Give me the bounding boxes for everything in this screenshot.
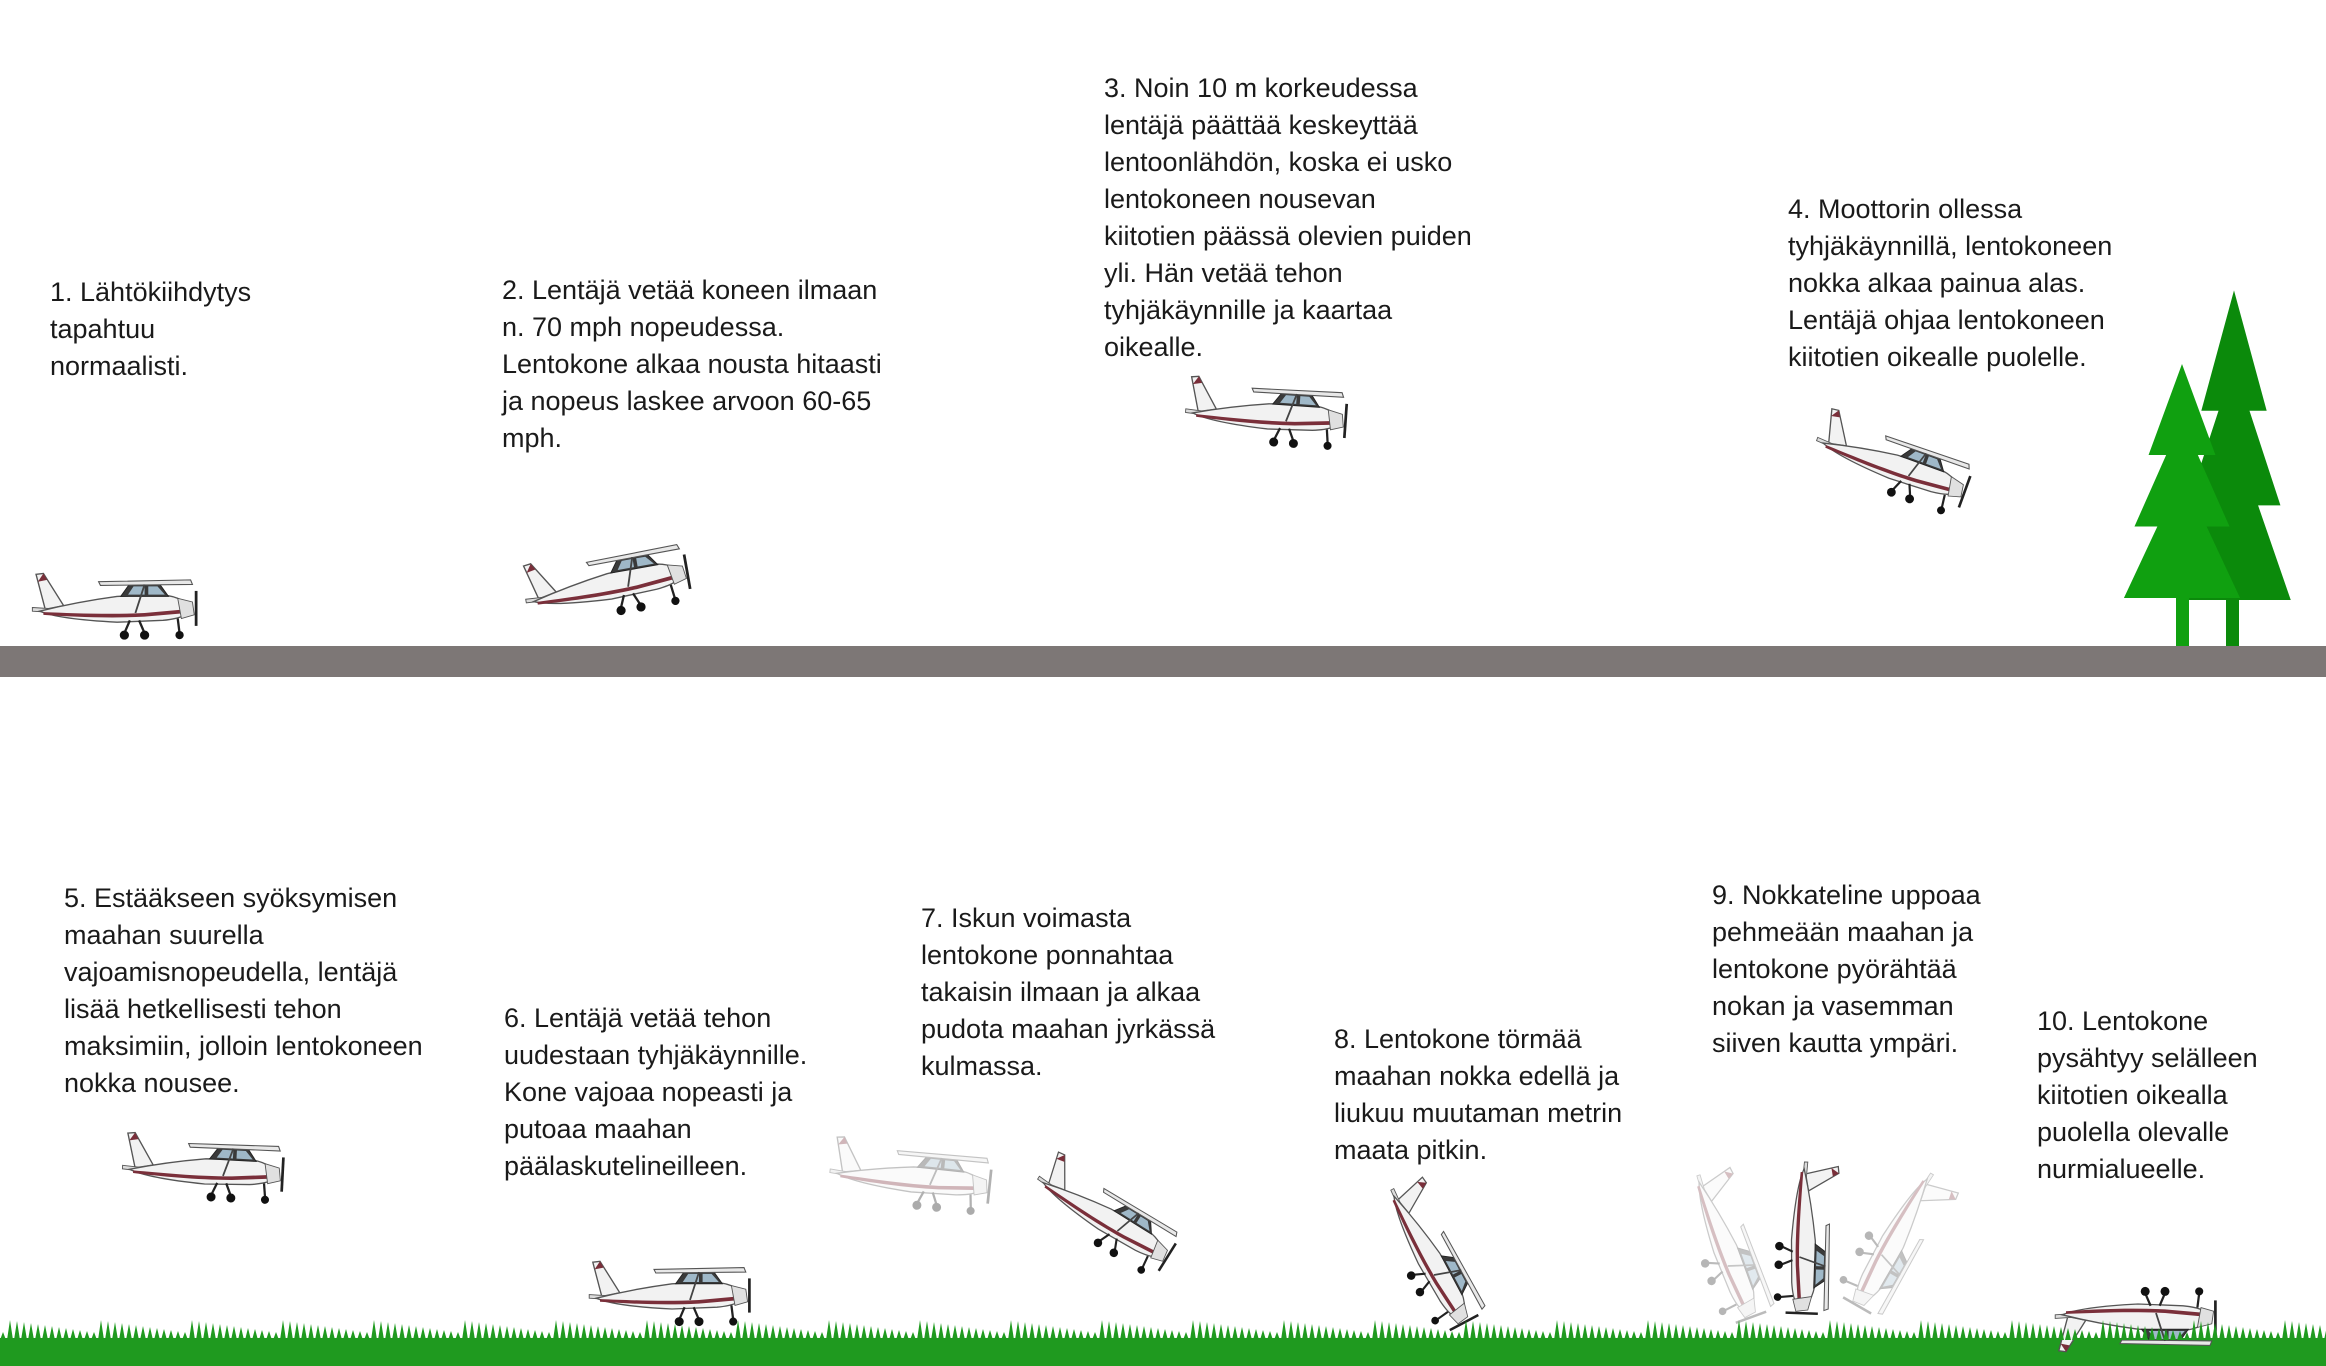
step-3-caption: 3. Noin 10 m korkeudessa lentäjä päättää keskeyttää lentoonlähdön, koska ei usko lentokoneen nousevan kiitotien päässä olevien puiden yli. Hän vetää tehon tyhjäkäynnille ja kaartaa oikealle. xyxy=(1104,73,1472,362)
airplane-icon xyxy=(1832,1160,1961,1322)
airplane-icon xyxy=(32,573,196,639)
airplane-icon xyxy=(827,1136,993,1217)
airplane-icon xyxy=(1184,376,1348,452)
airplane-icon xyxy=(589,1261,749,1326)
airplane-icon xyxy=(1024,1150,1185,1282)
step-4-caption: 4. Moottorin ollessa tyhjäkäynnillä, lentokoneen nokka alkaa painua alas. Lentäjä ohjaa lentokoneen kiitotien oikealle puolelle. xyxy=(1788,194,2113,372)
airplane-icon xyxy=(2055,1287,2215,1352)
airplane-icon xyxy=(1807,407,1976,520)
step-1-caption: 1. Lähtökiihdytys tapahtuu normaalisti. xyxy=(50,277,252,381)
step-6-caption: 6. Lentäjä vetää tehon uudestaan tyhjäkäynnille. Kone vajoaa nopeasti ja putoaa maahan päälaskutelineilleen. xyxy=(504,1003,808,1181)
airplane-icon xyxy=(1672,1164,1781,1327)
airplane-icon xyxy=(1368,1174,1493,1336)
step-8-caption: 8. Lentokone törmää maahan nokka edellä ja liukuu muutaman metrin maata pitkin. xyxy=(1334,1024,1623,1165)
step-5-caption: 5. Estääkseen syöksymisen maahan suurella vajoamisnopeudella, lentäjä lisää hetkellisesti tehon maksimiin, jolloin lentokoneen nokka nousee. xyxy=(64,883,423,1098)
airplane-icon xyxy=(121,1132,284,1205)
grass-blades xyxy=(0,1320,2326,1340)
airplane-icon xyxy=(520,537,693,631)
step-2-caption: 2. Lentäjä vetää koneen ilmaan n. 70 mph nopeudessa. Lentokone alkaa nousta hitaasti ja nopeus laskee arvoon 60-65 mph. xyxy=(502,275,882,453)
step-9-caption: 9. Nokkateline uppoaa pehmeään maahan ja lentokone pyörähtää nokan ja vasemman siiven kautta ympäri. xyxy=(1712,880,1981,1058)
airplane-icon xyxy=(1773,1161,1839,1314)
step-10-caption: 10. Lentokone pysähtyy selälleen kiitotien oikealla puolella olevalle nurmialueelle. xyxy=(2037,1006,2258,1184)
step-7-caption: 7. Iskun voimasta lentokone ponnahtaa takaisin ilmaan ja alkaa pudota maahan jyrkässä kulmassa. xyxy=(921,903,1216,1081)
grass-strip xyxy=(0,1320,2326,1340)
